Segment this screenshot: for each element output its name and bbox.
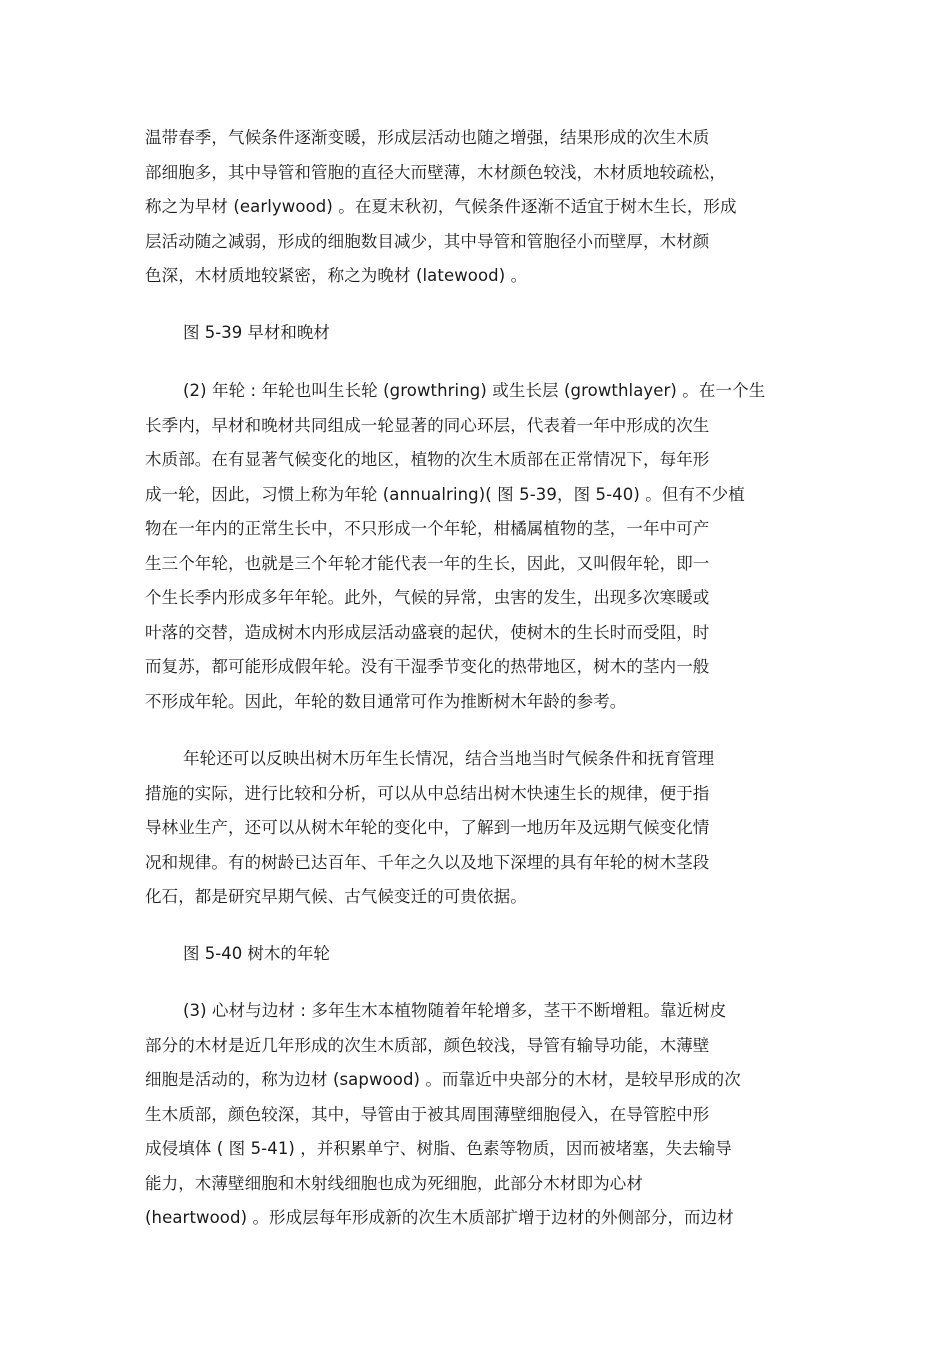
text-line: 生三个年轮，也就是三个年轮才能代表一年的生长，因此，又叫假年轮，即一 [145,553,710,573]
text-line: 细胞是活动的，称为边材 (sapwood) 。而靠近中央部分的木材，是较早形成的次 [145,1070,741,1089]
text-line: 称之为早材 (earlywood) 。在夏末秋初，气候条件逐渐不适宜于树木生长，形成 [145,197,737,216]
text-line: 生木质部，颜色较深，其中，导管由于被其周围薄壁细胞侵入，在导管腔中形 [145,1104,710,1124]
text-line: (2) 年轮 : 年轮也叫生长轮 (growthring) 或生长层 (growthlayer) 。在一个生 [183,381,766,400]
text-line: 化石，都是研究早期气候、古气候变迁的可贵依据。 [145,887,527,906]
figure-caption-5-39: 图 5-39 早材和晚材 [183,323,330,342]
text-line: 成侵填体 ( 图 5-41) ，并积累单宁、树脂、色素等物质，因而被堵塞，失去输导 [145,1139,732,1158]
text-line: 叶落的交替，造成树木内形成层活动盛衰的起伏，使树木的生长时而受阻，时 [145,622,710,642]
text-line: 部分的木材是近几年形成的次生木质部，颜色较浅，导管有输导功能，木薄壁 [145,1035,710,1055]
text-line: 层活动随之减弱，形成的细胞数目减少，其中导管和管胞径小而壁厚，木材颜 [145,231,710,251]
text-line: 导林业生产，还可以从树木年轮的变化中，了解到一地历年及远期气候变化情 [145,818,710,837]
text-line: 木质部。在有显著气候变化的地区，植物的次生木质部在正常情况下，每年形 [145,450,710,469]
text-line: 而复苏，都可能形成假年轮。没有干湿季节变化的热带地区，树木的茎内一般 [145,657,710,676]
paragraph-annual-ring [145,374,825,719]
text-line: 物在一年内的正常生长中，不只形成一个年轮，柑橘属植物的茎，一年中可产 [145,519,710,538]
text-line: 不形成年轮。因此，年轮的数目通常可作为推断树木年龄的参考。 [145,691,627,711]
text-line: 部细胞多，其中导管和管胞的直径大而壁薄，木材颜色较浅，木材质地较疏松， [145,162,726,182]
text-line: 措施的实际，进行比较和分析，可以从中总结出树木快速生长的规律，便于指 [145,783,710,803]
text-line: 温带春季，气候条件逐渐变暖，形成层活动也随之增强，结果形成的次生木质 [145,128,710,147]
text-line: 色深，木材质地较紧密，称之为晚材 (latewood) 。 [145,266,528,285]
text-line: 成一轮，因此，习惯上称为年轮 (annualring)( 图 5-39，图 5-40) 。但有不少植 [145,484,745,504]
paragraph-heartwood-sapwood [145,994,825,1236]
text-line: (3) 心材与边材 : 多年生木本植物随着年轮增多，茎干不断增粗。靠近树皮 [183,1001,727,1020]
paragraph-earlywood-latewood [145,121,825,294]
text-line: 个生长季内形成多年年轮。此外，气候的异常，虫害的发生，出现多次寒暖或 [145,588,710,607]
text-line: 况和规律。有的树龄已达百年、千年之久以及地下深埋的具有年轮的树木茎段 [145,852,710,872]
paragraph-ring-climate [145,742,825,915]
text-line: 长季内，早材和晚材共同组成一轮显著的同心环层，代表着一年中形成的次生 [145,415,710,435]
figure-caption-5-40: 图 5-40 树木的年轮 [183,944,330,963]
text-line: 年轮还可以反映出树木历年生长情况，结合当地当时气候条件和抚育管理 [183,749,715,768]
text-line: 能力，木薄壁细胞和木射线细胞也成为死细胞，此部分木材即为心材 [145,1173,643,1193]
text-line: (heartwood) 。形成层每年形成新的次生木质部扩增于边材的外侧部分，而边材 [145,1208,734,1227]
